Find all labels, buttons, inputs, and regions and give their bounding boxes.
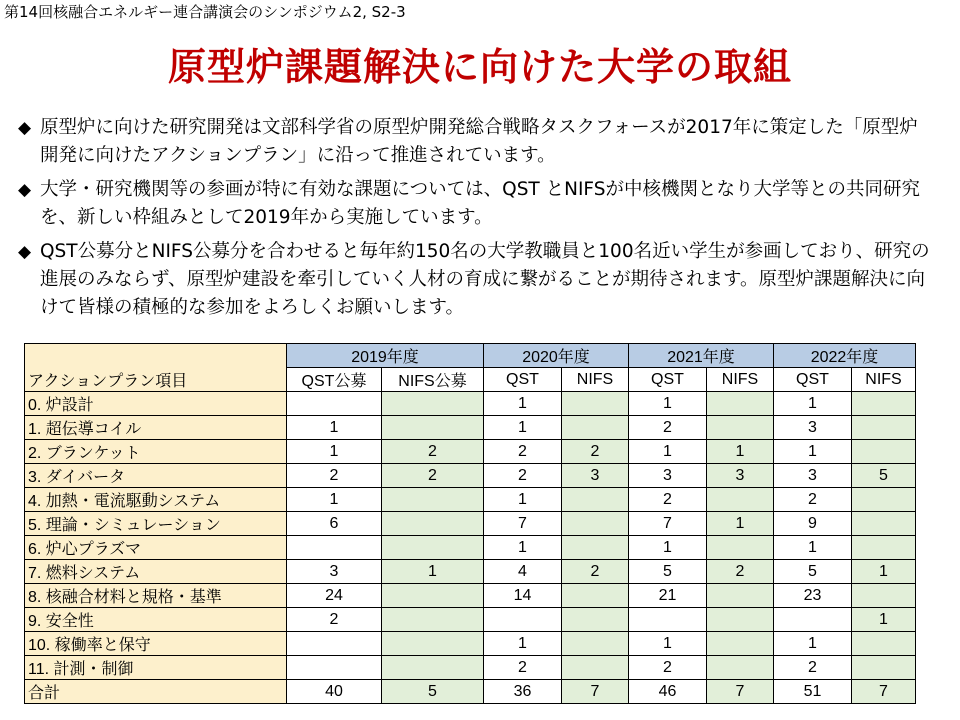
table-cell: 1 [852,608,916,632]
bullet-list [18,114,933,328]
diamond-bullet-icon: ◆ [18,180,32,200]
table-cell [382,392,484,416]
table-cell [287,392,382,416]
table-cell: 7 [562,680,629,704]
table-cell: 5 [774,560,852,584]
action-plan-table [24,343,916,704]
table-cell: 1 [774,536,852,560]
table-cell [774,608,852,632]
table-cell: 14 [484,584,562,608]
table-cell: 2 [629,416,707,440]
table-cell: 2 [484,464,562,488]
year-header: 2020年度 [484,344,629,368]
table-total-row [25,680,916,704]
table-cell: 2 [774,656,852,680]
bullet-item [18,238,933,322]
table-cell: 3 [707,464,774,488]
sub-header: QST [629,368,707,392]
sub-header: QST公募 [287,368,382,392]
slide-title: 原型炉課題解決に向けた大学の取組 [167,45,792,89]
table-cell [629,608,707,632]
row-label: 8. 核融合材料と規格・基準 [25,584,287,608]
table-cell [852,512,916,536]
table-cell [562,632,629,656]
header-tag: 第14回核融合エネルギー連合講演会のシンポジウム2, S2-3 [4,3,406,21]
year-header: 2019年度 [287,344,484,368]
table-cell: 2 [484,440,562,464]
table-cell: 24 [287,584,382,608]
year-header: 2022年度 [774,344,916,368]
row-label: 1. 超伝導コイル [25,416,287,440]
table-cell [707,608,774,632]
table-cell: 3 [562,464,629,488]
table-row [25,608,916,632]
item-column-header: アクションプラン項目 [25,344,287,392]
table-cell [562,512,629,536]
table-cell: 5 [852,464,916,488]
table-cell [852,632,916,656]
table-cell [382,632,484,656]
table-cell: 36 [484,680,562,704]
table-cell [707,416,774,440]
table-cell [852,416,916,440]
year-header: 2021年度 [629,344,774,368]
table-cell: 9 [774,512,852,536]
diamond-bullet-icon: ◆ [18,118,32,138]
table-cell [707,536,774,560]
table-cell: 7 [852,680,916,704]
table-cell [707,584,774,608]
table-cell [707,656,774,680]
table-cell [562,416,629,440]
table-row [25,392,916,416]
table-cell: 2 [287,464,382,488]
table-header-row [25,344,916,368]
table-row [25,464,916,488]
table-cell [382,488,484,512]
table-cell: 40 [287,680,382,704]
table-row [25,416,916,440]
row-label: 9. 安全性 [25,608,287,632]
table-cell: 21 [629,584,707,608]
sub-header: NIFS [707,368,774,392]
table-row [25,512,916,536]
table-cell: 1 [287,488,382,512]
sub-header: QST [484,368,562,392]
table-cell [707,488,774,512]
table-cell [852,488,916,512]
table-cell: 46 [629,680,707,704]
table-cell [852,440,916,464]
table-cell [287,656,382,680]
table-cell: 1 [484,392,562,416]
table-cell [382,656,484,680]
table-cell: 2 [707,560,774,584]
table-cell: 3 [774,464,852,488]
table-cell: 5 [382,680,484,704]
table-cell [562,536,629,560]
table-cell: 2 [484,656,562,680]
table-cell: 51 [774,680,852,704]
row-label: 0. 炉設計 [25,392,287,416]
table-cell: 2 [562,560,629,584]
table-cell: 7 [484,512,562,536]
table-cell [382,512,484,536]
table-cell: 1 [774,440,852,464]
row-label: 合計 [25,680,287,704]
table-cell: 1 [382,560,484,584]
table-cell: 6 [287,512,382,536]
table-cell: 2 [382,440,484,464]
table-cell: 1 [484,632,562,656]
row-label: 5. 理論・シミュレーション [25,512,287,536]
table-cell: 23 [774,584,852,608]
table-cell: 7 [707,680,774,704]
table-cell: 3 [287,560,382,584]
table-row [25,536,916,560]
table-cell: 1 [484,416,562,440]
table-cell: 1 [774,632,852,656]
bullet-text: 大学・研究機関等の参画が特に有効な課題については、QST とNIFSが中核機関となり大学等との共同研究を、新しい枠組みとして2019年から実施しています。 [40,179,920,228]
table-row [25,656,916,680]
row-label: 2. ブランケット [25,440,287,464]
row-label: 6. 炉心プラズマ [25,536,287,560]
row-label: 11. 計測・制御 [25,656,287,680]
table-cell [382,608,484,632]
row-label: 7. 燃料システム [25,560,287,584]
table-cell: 1 [629,632,707,656]
table-row [25,632,916,656]
table-row [25,584,916,608]
table-cell: 1 [629,536,707,560]
table-cell: 1 [484,536,562,560]
bullet-item [18,114,933,170]
row-label: 10. 稼働率と保守 [25,632,287,656]
table-cell: 4 [484,560,562,584]
table-cell: 1 [774,392,852,416]
table-cell: 3 [629,464,707,488]
sub-header: NIFS公募 [382,368,484,392]
table-cell: 1 [629,392,707,416]
table-cell: 1 [707,440,774,464]
table-cell [287,632,382,656]
table-cell [382,536,484,560]
sub-header: NIFS [562,368,629,392]
table-cell [484,608,562,632]
table-cell [562,608,629,632]
table-cell [852,392,916,416]
diamond-bullet-icon: ◆ [18,242,32,262]
table-cell [562,488,629,512]
table-cell: 1 [287,416,382,440]
table-cell: 2 [562,440,629,464]
table-cell: 1 [707,512,774,536]
table-cell: 1 [852,560,916,584]
sub-header: QST [774,368,852,392]
table-cell [382,416,484,440]
table-cell: 2 [382,464,484,488]
table-row [25,560,916,584]
table-cell: 2 [287,608,382,632]
table-cell: 2 [774,488,852,512]
table-row [25,488,916,512]
table-cell [562,656,629,680]
table-cell: 3 [774,416,852,440]
table-cell: 7 [629,512,707,536]
row-label: 4. 加熱・電流駆動システム [25,488,287,512]
table-cell [852,536,916,560]
bullet-item [18,176,933,232]
table-cell [707,632,774,656]
table-cell [562,584,629,608]
table-cell [852,656,916,680]
table-cell: 1 [629,440,707,464]
table-cell: 5 [629,560,707,584]
table-cell [852,584,916,608]
table-cell: 2 [629,488,707,512]
table-cell: 2 [629,656,707,680]
table-cell [562,392,629,416]
sub-header: NIFS [852,368,916,392]
table-cell [382,584,484,608]
row-label: 3. ダイバータ [25,464,287,488]
table-cell: 1 [287,440,382,464]
table-cell [287,536,382,560]
table-row [25,440,916,464]
bullet-text: QST公募分とNIFS公募分を合わせると毎年約150名の大学教職員と100名近い学生が参画しており、研究の進展のみならず、原型炉建設を牽引していく人材の育成に繋がることが期待されます。原型炉課題解決に向けて皆様の積極的な参加をよろしくお願いします。 [40,241,930,318]
table-cell: 1 [484,488,562,512]
table-cell [707,392,774,416]
bullet-text: 原型炉に向けた研究開発は文部科学省の原型炉開発総合戦略タスクフォースが2017年に策定した「原型炉開発に向けたアクションプラン」に沿って推進されています。 [40,117,918,166]
